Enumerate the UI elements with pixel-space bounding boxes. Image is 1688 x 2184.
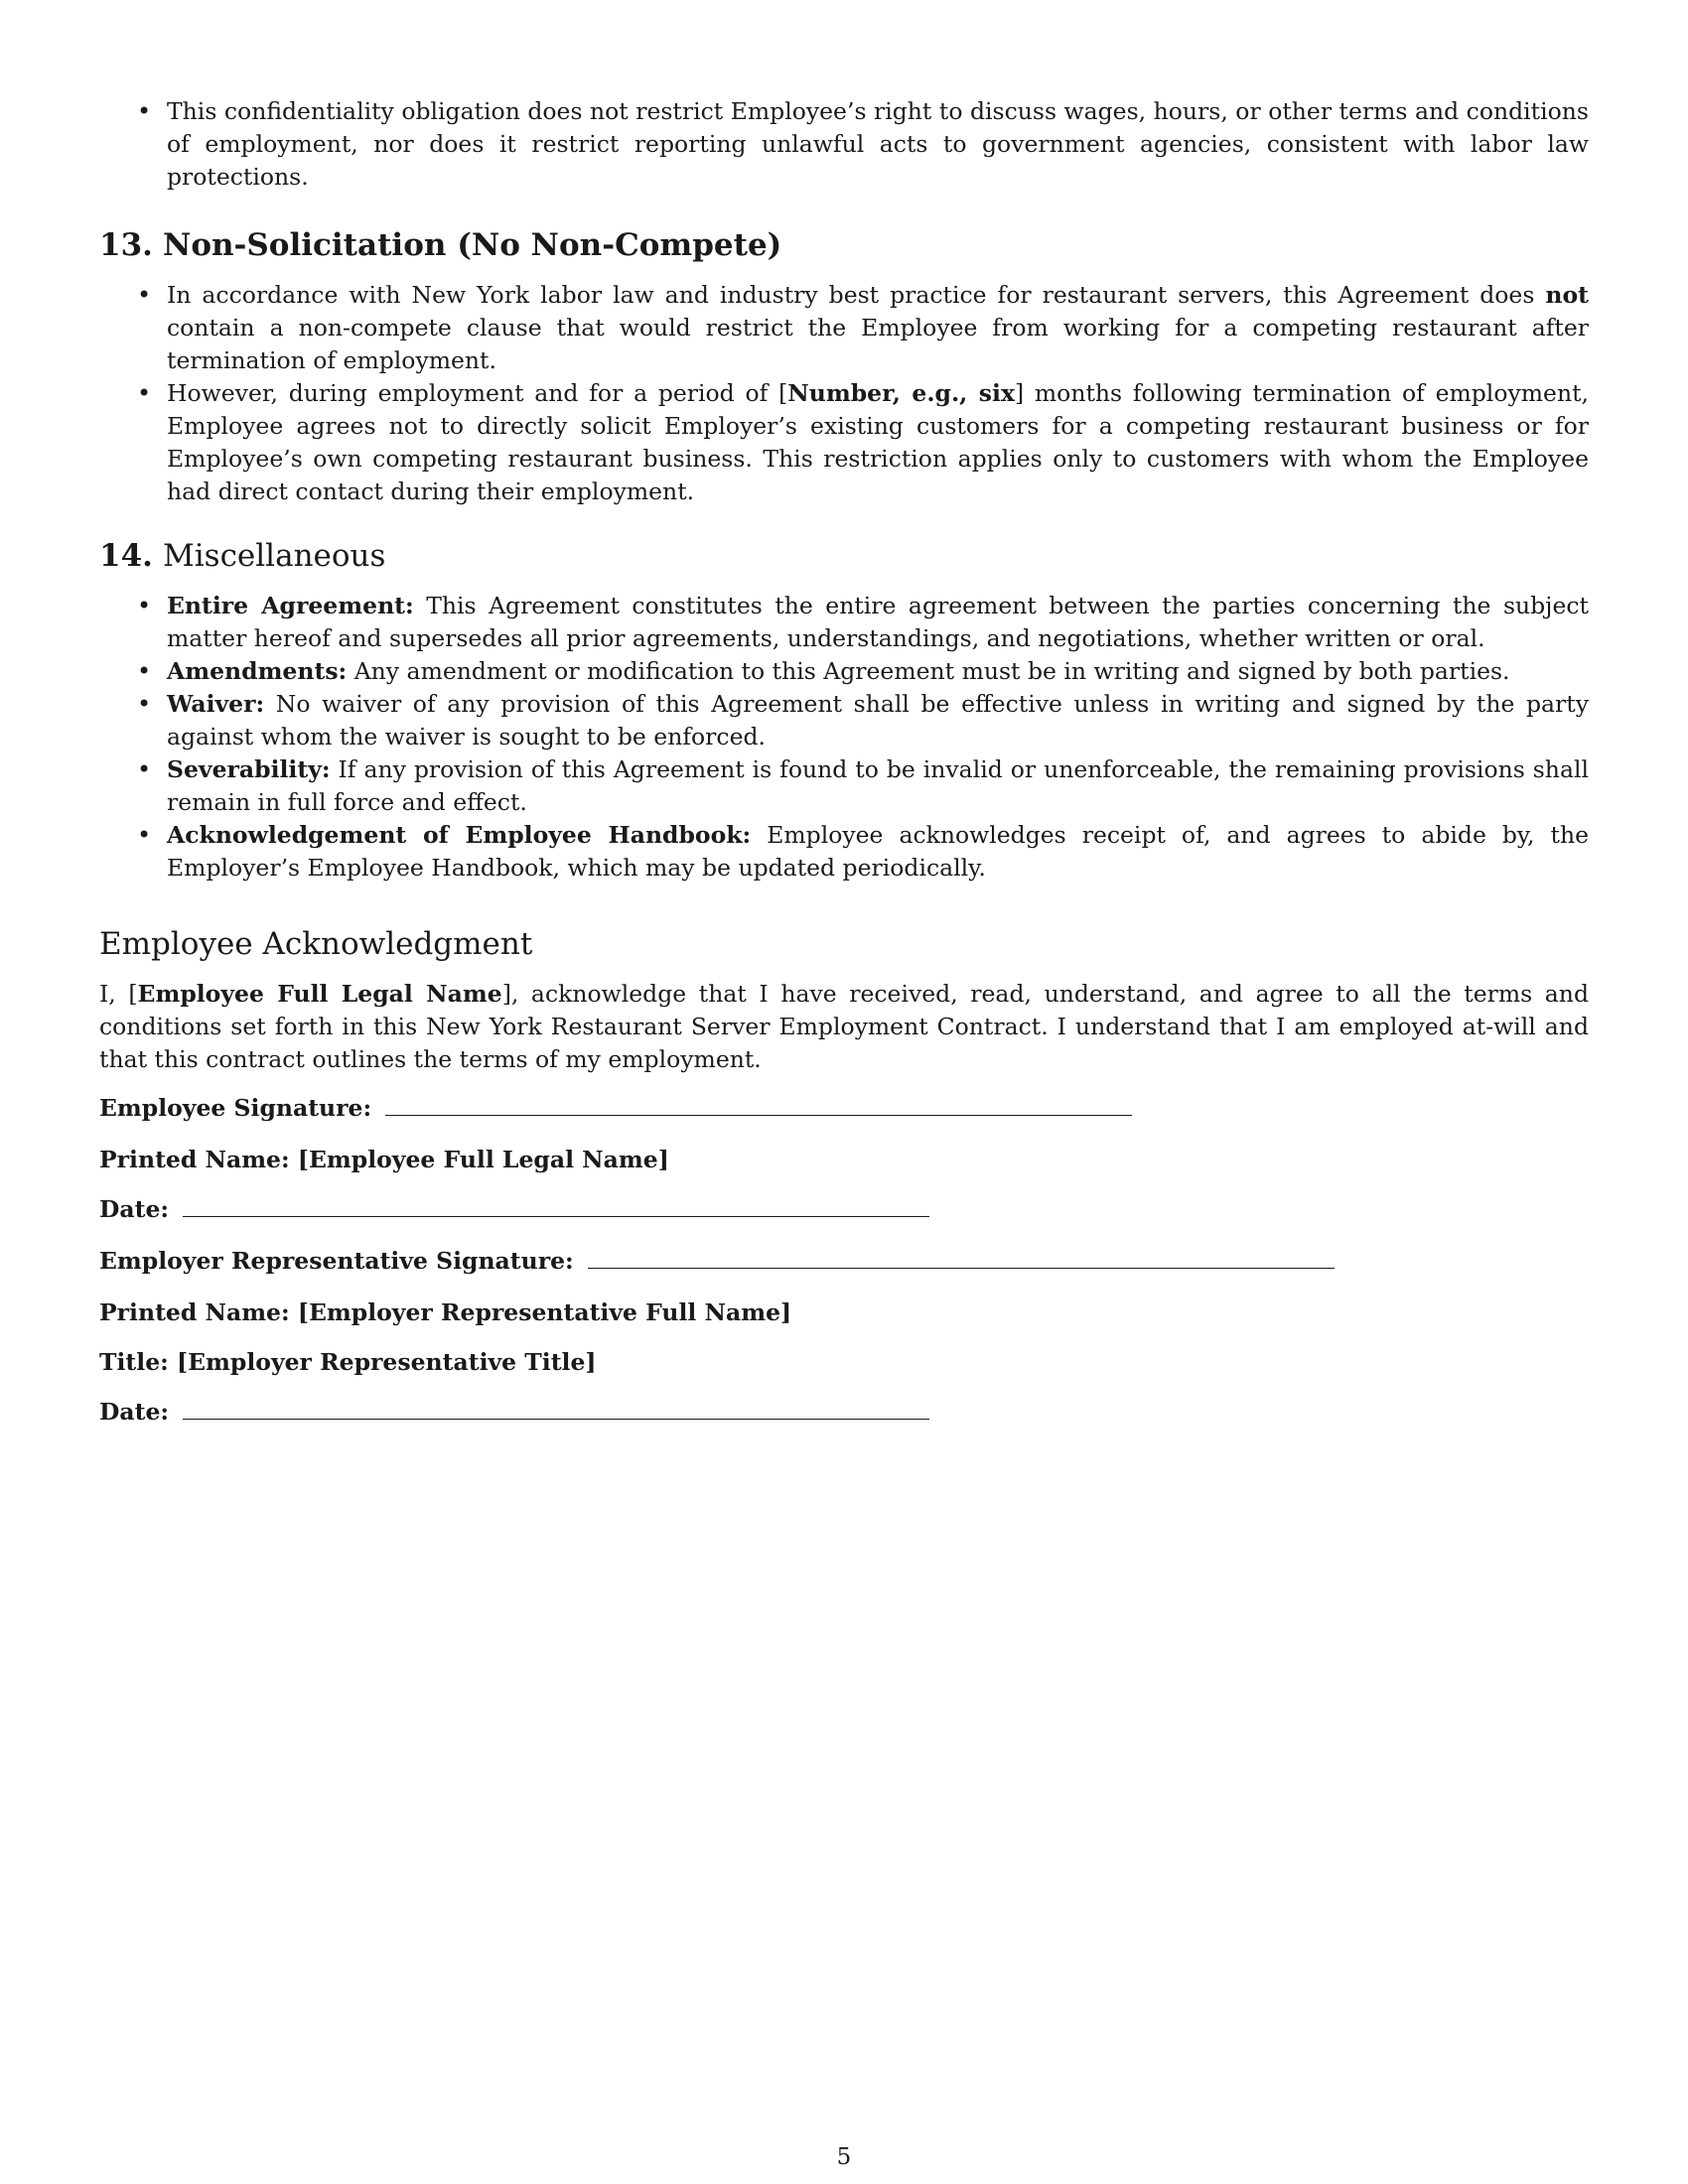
section-14-list	[99, 590, 1589, 885]
list-item	[99, 590, 1589, 655]
employer-date-line[interactable]	[183, 1397, 929, 1420]
text-span: However, during employment and for a period of [	[167, 379, 788, 407]
term-label: Waiver:	[167, 690, 265, 718]
field-value: [Employee Full Legal Name]	[297, 1146, 669, 1173]
employer-title-row	[99, 1346, 1589, 1379]
section-13-heading	[99, 225, 1589, 265]
text-span: contain a non-compete clause that would restrict the Employee from working for a competing restaurant after termination of employment.	[167, 314, 1589, 374]
page-number: 5	[836, 2144, 852, 2170]
list-item	[99, 377, 1589, 508]
employer-printed-name-row	[99, 1297, 1589, 1329]
confidentiality-bullet: • This confidentiality obligation does not restrict Employee’s right to discuss wages, hours, or other terms and conditions of employment, nor does it restrict reporting unlawful acts to government agencies, consistent with labor law protections.	[99, 95, 1589, 194]
term-text: Any amendment or modification to this Agreement must be in writing and signed by both parties.	[347, 657, 1510, 685]
acknowledgment-heading: Employee Acknowledgment	[99, 926, 533, 962]
field-label: Printed Name:	[99, 1146, 290, 1173]
bold-text: not	[1545, 281, 1589, 309]
section-14-heading	[99, 536, 1589, 576]
field-label: Title:	[99, 1348, 169, 1376]
list-item	[99, 753, 1589, 819]
document-page	[99, 95, 1589, 1429]
section-number: 14.	[99, 538, 153, 574]
term-text: If any provision of this Agreement is found to be invalid or unenforceable, the remaining provisions shall remain in full force and effect.	[167, 755, 1589, 816]
text-span: I, [	[99, 980, 138, 1008]
field-label: Date:	[99, 1398, 170, 1426]
section-13-list	[99, 279, 1589, 508]
field-value: [Employer Representative Title]	[177, 1348, 597, 1376]
employer-date-row	[99, 1396, 1589, 1429]
section-title: Miscellaneous	[163, 538, 386, 574]
bold-text: Employee Full Legal Name	[137, 980, 502, 1008]
field-label: Employer Representative Signature:	[99, 1247, 574, 1275]
field-label: Employee Signature:	[99, 1094, 372, 1122]
text-span: ], acknowledge that I have received, read, understand, and agree to all the terms and conditions set forth in this New York Restaurant Server Employment Contract. I understand that I am employed at-will and that this contract outlines the terms of my employment.	[99, 980, 1589, 1073]
term-text: Employee acknowledges receipt of, and agrees to abide by, the Employer’s Employee Handbook, which may be updated periodically.	[167, 821, 1589, 882]
employer-signature-row	[99, 1245, 1589, 1278]
section-number: 13.	[99, 227, 153, 263]
employee-signature-line[interactable]	[385, 1093, 1132, 1116]
employee-date-line[interactable]	[183, 1194, 929, 1217]
bold-text: Number, e.g., six	[787, 379, 1015, 407]
employee-printed-name-row	[99, 1144, 1589, 1176]
term-label: Acknowledgement of Employee Handbook:	[167, 821, 752, 849]
employee-date-row	[99, 1193, 1589, 1226]
field-label: Printed Name:	[99, 1298, 290, 1326]
text-span: In accordance with New York labor law and industry best practice for restaurant servers, this Agreement does	[167, 281, 1546, 309]
list-item	[99, 688, 1589, 753]
term-text: This Agreement constitutes the entire agreement between the parties concerning the subject matter hereof and supersedes all prior agreements, understandings, and negotiations, whether written or oral.	[167, 592, 1589, 652]
employee-signature-row	[99, 1092, 1589, 1125]
term-label: Amendments:	[167, 657, 348, 685]
employer-signature-line[interactable]	[588, 1246, 1335, 1269]
list-item	[99, 279, 1589, 377]
list-item	[99, 655, 1589, 688]
field-label: Date:	[99, 1195, 170, 1223]
section-title: Non-Solicitation (No Non-Compete)	[163, 227, 782, 263]
field-value: [Employer Representative Full Name]	[297, 1298, 792, 1326]
text-span: ] months following termination of employment, Employee agrees not to directly solicit Employer’s existing customers for a competing restaurant business or for Employee’s own competing restaurant business. This restriction applies only to customers with whom the Employee had direct contact during their employment.	[167, 379, 1589, 505]
list-item	[99, 819, 1589, 885]
confidentiality-list	[99, 95, 1589, 194]
term-label: Severability:	[167, 755, 331, 783]
term-text: No waiver of any provision of this Agreement shall be effective unless in writing and signed by the party against whom the waiver is sought to be enforced.	[167, 690, 1589, 751]
term-label: Entire Agreement:	[167, 592, 414, 619]
acknowledgment-text	[99, 978, 1589, 1076]
